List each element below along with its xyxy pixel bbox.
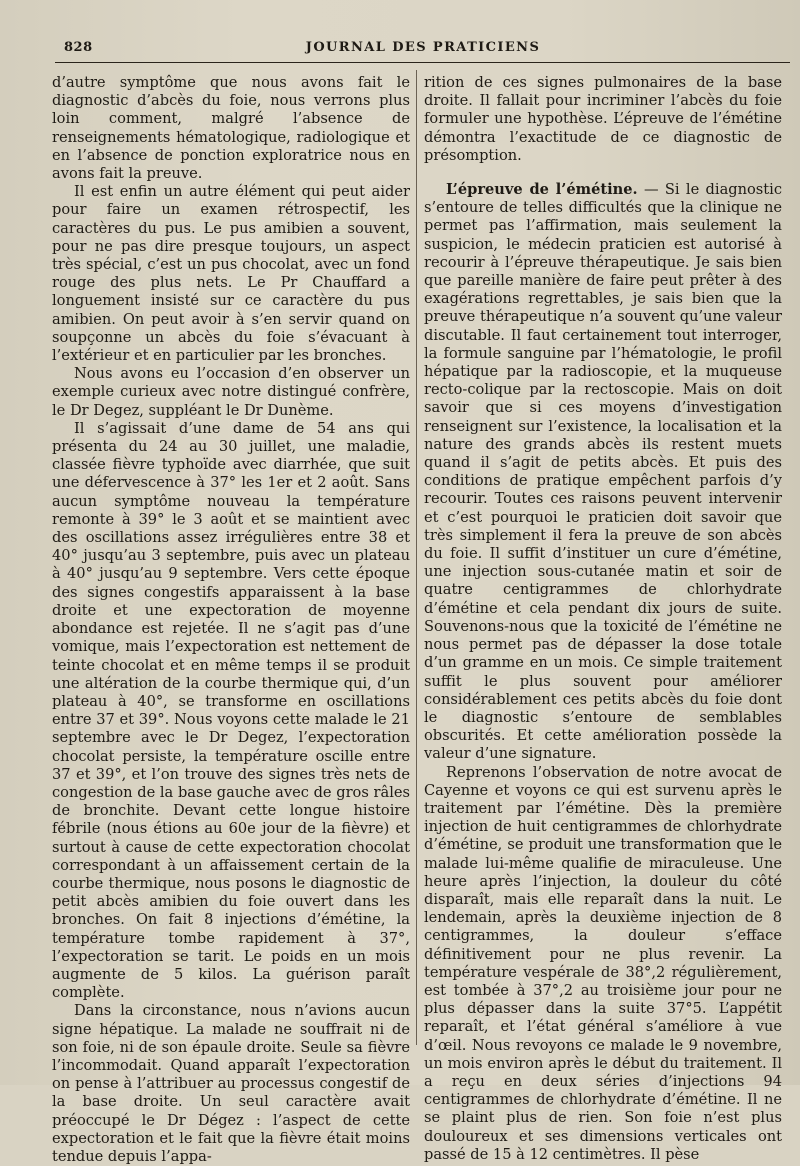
paragraph: Il est enfin un autre élément qui peut aider pour faire un examen rétrospectif, les caractères du pus. Le pus amibien a souvent, pour ne pas dire presque toujours, un aspect très spécial, c’est un pus chocolat, avec un fond rouge des plus nets. Le Pr Chauffard a longuement insisté sur ce caractère du pus amibien. On peut avoir à s’en servir quand on soupçonne un abcès du foie s’évacuant à l’extérieur et en particulier par les bronches. bbox=[52, 183, 410, 365]
paragraph: rition de ces signes pulmonaires de la base droite. Il fallait pour incriminer l’abcès du foie formuler une hypothèse. L’épreuve de l’émétine démontra l’exactitude de ce diagnostic de présomption. bbox=[424, 74, 782, 164]
running-title: JOURNAL DES PRATICIENS bbox=[305, 40, 541, 55]
page-header bbox=[62, 40, 784, 62]
section-title: L’épreuve de l’émétine. bbox=[446, 181, 638, 199]
paragraph: Dans la circonstance, nous n’avions aucun signe hépatique. La malade ne souffrait ni de son foie, ni de son épaule droite. Seule sa fièvre l’incommodait. Quand apparaît l’expectoration on pense à l’attribuer au processus congestif de la base droite. Un seul caractère avait préoccupé le Dr Dégez : l’aspect de cette expectoration et le fait que la fièvre était moins tendue depuis l’appa- bbox=[52, 1002, 410, 1165]
paragraph: Il s’agissait d’une dame de 54 ans qui présenta du 24 au 30 juillet, une maladie, classée fièvre typhoïde avec diarrhée, que suit une défervescence à 37° les 1er et 2 août. Sans aucun symptôme nouveau la température remonte à 39° le 3 août et se maintient avec des oscillations assez irrégulières entre 38 et 40° jusqu’au 3 septembre, puis avec un plateau à 40° jusqu’au 9 septembre. Vers cette époque des signes congestifs apparaissent à la base droite et une expectoration de moyenne abondance est rejetée. Il ne s’agit pas d’une vomique, mais l’expectoration est nettement de teinte chocolat et en même temps il se produit une altération de la courbe thermique qui, d’un plateau à 40°, se transforme en oscillations entre 37 et 39°. Nous voyons cette malade le 21 septembre avec le Dr Degez, l’expectoration chocolat persiste, la température oscille entre 37 et 39°, et l’on trouve des signes très nets de congestion de la base gauche avec de gros râles de bronchite. Devant cette longue histoire fébrile (nous étions au 60e jour de la fièvre) et surtout à cause de cette expectoration chocolat correspondant à un affaissement certain de la courbe thermique, nous posons le diagnostic de petit abcès amibien du foie ouvert dans les bronches. On fait 8 injections d’émétine, la température tombe rapidement à 37°, l’expectoration se tarit. Le poids en un mois augmente de 5 kilos. La guérison paraît complète. bbox=[52, 419, 410, 1002]
header-rule bbox=[55, 62, 790, 63]
paragraph: Nous avons eu l’occasion d’en observer un exemple curieux avec notre distingué confrère, le Dr Degez, suppléant le Dr Dunème. bbox=[52, 365, 410, 419]
section-text: — Si le diagnostic s’entoure de telles difficultés que la clinique ne permet pas l’affirmation, mais seulement la suspicion, le médecin praticien est autorisé à recourir à l’épreuve thérapeutique. Je sais bien que pareille manière de faire peut prêter à des exagérations regrettables, je sais bien que la preuve thérapeutique n’a souvent qu’une valeur discutable. Il faut certainement tout interroger, la formule sanguine par l’hématologie, le profil hépatique par la radioscopie, et la muqueuse recto-colique par la rectoscopie. Mais on doit savoir que si ces moyens d’investigation renseignent sur l’existence, la localisation et la nature des grands abcès ils restent muets quand il s’agit de petits abcès. Et puis des conditions de pratique empêchent parfois d’y recourir. Toutes ces raisons peuvent intervenir et c’est pourquoi le praticien doit savoir que très simplement il fera la preuve de son abcès du foie. Il suffit d’instituer un cure d’émétine, une injection sous-cutanée matin et soir de quatre centigrammes de chlorhydrate d’émétine et cela pendant dix jours de suite. Souvenons-nous que la toxicité de l’émétine ne nous permet pas de dépasser la dose totale d’un gramme en un mois. Ce simple traitement suffit le plus souvent pour améliorer considérablement ces petits abcès du foie dont le diagnostic s’entoure de semblables obscurités. Et cette amélioration possède la valeur d’une signature. bbox=[424, 181, 782, 763]
right-column bbox=[424, 74, 782, 1164]
section-paragraph bbox=[424, 181, 782, 764]
left-column bbox=[52, 74, 410, 1166]
paragraph: Reprenons l’observation de notre avocat de Cayenne et voyons ce qui est survenu après le traitement par l’émétine. Dès la première injection de huit centigrammes de chlorhydrate d’émétine, se produit une transformation que le malade lui-même qualifie de miraculeuse. Une heure après l’injection, la douleur du côté disparaît, mais elle reparaît dans la nuit. Le lendemain, après la deuxième injection de 8 centigrammes, la douleur s’efface définitivement pour ne plus revenir. La température vespérale de 38°,2 régulièrement, est tombée à 37°,2 au troisième jour pour ne plus dépasser dans la suite 37°5. L’appétit reparaît, et l’état général s’améliore à vue d’œil. Nous revoyons ce malade le 9 novembre, un mois environ après le début du traitement. Il a reçu en deux séries d’injections 94 centigrammes de chlorhydrate d’émétine. Il ne se plaint plus de rien. Son foie n’est plus douloureux et ses dimensions verticales ont passé de 15 à 12 centimètres. Il pèse bbox=[424, 763, 782, 1163]
paragraph: d’autre symptôme que nous avons fait le diagnostic d’abcès du foie, nous verrons plus loin comment, malgré l’absence de renseignements hématologique, radiologique et en l’absence de ponction exploratrice nous en avons fait la preuve. bbox=[52, 74, 410, 183]
column-divider bbox=[416, 70, 417, 1045]
page-number: 828 bbox=[64, 40, 93, 55]
